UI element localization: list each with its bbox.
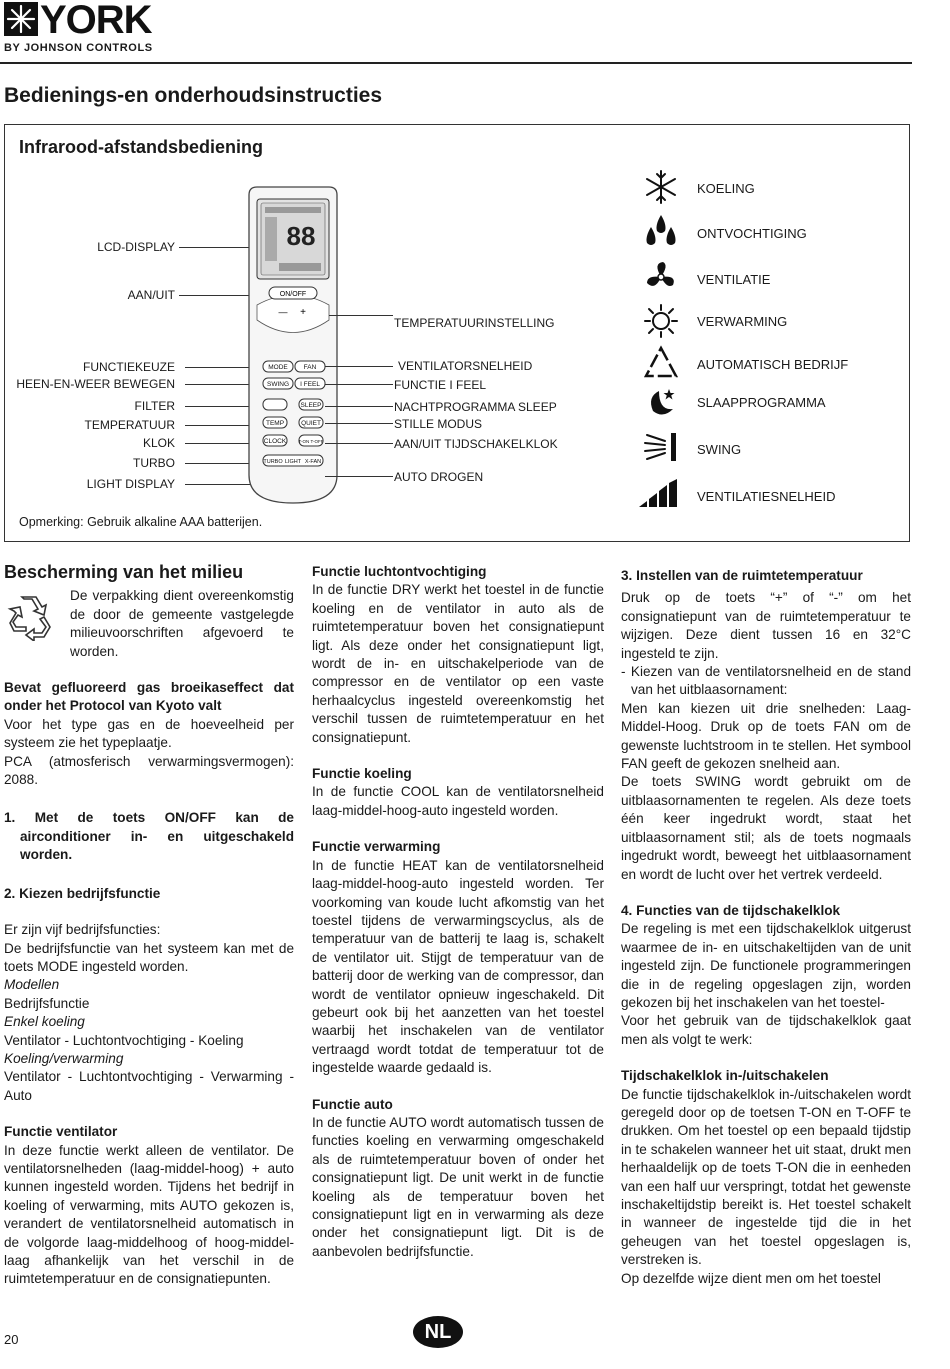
label-tijdschakelklok: AAN/UIT TIJDSCHAKELKLOK bbox=[394, 437, 558, 451]
mode-label-automatisch: AUTOMATISCH BEDRIJF bbox=[697, 357, 849, 372]
remote-control-panel bbox=[4, 124, 910, 542]
swing-icon bbox=[643, 429, 679, 465]
tijdschakelklok-text: De functie tijdschakelklok in-/uitschakelen wordt geregeld door op de toetsen T-ON en T-OFF te drukken. Om het toestel op een bepaald tijdstip in te schakelen wanneer het uit staat, drukt men herhaaldelijk op de toets T-ON die in eenheden van een half uur verspringt, totdat het gewenste inschakeltijdstip bereikt is. Het toestel schakelt in wanneer de ingestelde tijd die in het geheugen van het toestel opgeslagen is, verstreken is. bbox=[621, 1086, 911, 1268]
btn-turbo: TURBO bbox=[263, 459, 283, 465]
page-number: 20 bbox=[4, 1332, 19, 1347]
recycle-text: De verpakking dient overeenkomstig de door de gemeente vastgelegde milieuvoorschriften afgevoerd te worden. bbox=[70, 588, 294, 659]
header-divider bbox=[0, 62, 912, 64]
koeling-verwarming-label: Koeling/verwarming bbox=[4, 1050, 124, 1066]
auto-icon bbox=[643, 345, 679, 381]
label-lcd-display: LCD-DISPLAY bbox=[97, 240, 175, 254]
step-3-heading: 3. Instellen van de ruimtetemperatuur bbox=[621, 568, 863, 583]
brand-tagline: BY JOHNSON CONTROLS bbox=[4, 42, 153, 54]
mode-label-swing: SWING bbox=[697, 442, 742, 457]
mode-label-ventilatie: VENTILATIE bbox=[697, 272, 771, 287]
sun-icon bbox=[643, 303, 679, 339]
mode-label-ventilatiesnelheid: VENTILATIESNELHEID bbox=[697, 489, 836, 504]
btn-plus: + bbox=[300, 307, 306, 318]
york-snowflake-logo-icon bbox=[4, 2, 38, 36]
label-functie-ifeel: FUNCTIE I FEEL bbox=[394, 378, 487, 392]
moon-star-icon bbox=[643, 385, 679, 421]
functie-verwarming-heading: Functie verwarming bbox=[312, 839, 441, 855]
leader-line bbox=[325, 366, 393, 367]
step-3-p2: - Kiezen van de ventilatorsnelheid en de stand van het uitblaasornament: bbox=[621, 664, 911, 698]
fan-icon bbox=[643, 259, 679, 295]
btn-clock: CLOCK bbox=[263, 438, 287, 445]
btn-minus: — bbox=[278, 307, 288, 317]
btn-timer: T-ON T-OFF bbox=[298, 439, 324, 444]
functie-auto-heading: Functie auto bbox=[312, 1096, 393, 1112]
label-filter: FILTER bbox=[134, 399, 175, 413]
mode-label-koeling: KOELING bbox=[697, 181, 755, 196]
functie-ventilator-text: In deze functie werkt alleen de ventilator. De ventilatorsnelheden (laag-middel-hoog) + auto kunnen ingesteld worden. Tijdens het bedrijf in koeling of verwarming, mits AUTO gekozen is, verandert de ventilatorsnelheid automatisch in de volgorde laag-middelhoog of hoog-middel-laag afhankelijk van het verschil in de ruimtetemperatuur en de consignatiepunten. bbox=[4, 1142, 294, 1287]
functie-koeling-heading: Functie koeling bbox=[312, 766, 412, 782]
mode-label-ontvochtiging: ONTVOCHTIGING bbox=[697, 226, 807, 241]
brand-logo bbox=[4, 2, 164, 54]
remote-section-title: Infrarood-afstandsbediening bbox=[19, 137, 264, 157]
bedrijfsfunctie-label: Bedrijfsfunctie bbox=[4, 995, 90, 1011]
remote-control-drawing bbox=[243, 185, 343, 505]
functie-luchtontvochtiging-text: In de functie DRY werkt het toestel in de functie koeling en de ventilator in auto als de ruimtetemperatuur boven het consignatiepunt ligt. Als deze onder het consignatiepunt ligt, wordt de in- en uitschakelperiode van de compressor en de ventilator op een vaste herhaalcyclus ingesteld overeenkomstig het verschil tussen de ruimtetemperatuur en het consignatiepunt. bbox=[312, 582, 604, 745]
btn-xfan: X-FAN bbox=[304, 459, 322, 465]
gas-heading: Bevat gefluoreerd gas broeikaseffect dat onder het Protocol van Kyoto valt bbox=[4, 680, 294, 714]
pca-text: PCA (atmosferisch verwarmingsvermogen): 2088. bbox=[4, 753, 294, 788]
step-4-heading: 4. Functies van de tijdschakelklok bbox=[621, 902, 841, 918]
functie-koeling-text: In de functie COOL kan de ventilatorsnelheid laag-middel-hoog-auto ingesteld worden. bbox=[312, 784, 604, 818]
btn-mode: MODE bbox=[268, 364, 288, 371]
enkel-koeling-label: Enkel koeling bbox=[4, 1014, 85, 1030]
functie-auto-text: In de functie AUTO wordt automatisch tussen de functies koeling en verwarming omgeschakeld als de ruimtetemperatuur boven of onder het consignatiepunt ligt. De unit werkt in de functie koeling als de temperatuur boven het consignatiepunt ligt en in verwarming als deze onder het consignatiepunt ligt. Dit is de aanbevolen bedrijfsfunctie. bbox=[312, 1114, 604, 1259]
enkel-koeling-value: Ventilator - Luchtontvochtiging - Koeling bbox=[4, 1032, 244, 1048]
mode-label-verwarming: VERWARMING bbox=[697, 314, 788, 329]
label-nachtprogramma: NACHTPROGRAMMA SLEEP bbox=[394, 400, 557, 414]
leader-line bbox=[325, 423, 393, 424]
tijdschakelklok-last: Op dezelfde wijze dient men om het toestel bbox=[621, 1270, 881, 1286]
leader-line bbox=[325, 476, 393, 477]
leader-line bbox=[325, 384, 393, 385]
label-light-display: LIGHT DISPLAY bbox=[86, 477, 175, 491]
functie-verwarming-text: In de functie HEAT kan de ventilatorsnelheid laag-middel-hoog-auto ingesteld worden. Ter voorkoming van koude lucht afkomstig van het toestel tijdens de verwarmingscyclus, als de temperatuur van de batterij te laag is, schakelt de ventilator uit. Stijgt de temperatuur van de batterij door de werking van de compressor, dan wordt de ventilator opnieuw ingeschakeld. Dit gebeurt ook bij het aanzetten van het toestel waarbij het inschakelen van de ventilator vertraagd wordt totdat de temperatuur tot de ingestelde waarde gedaald is. bbox=[312, 857, 604, 1076]
btn-temp: TEMP bbox=[265, 420, 285, 427]
label-stille-modus: STILLE MODUS bbox=[394, 417, 483, 431]
label-ventilatorsnelheid: VENTILATORSNELHEID bbox=[398, 359, 533, 373]
column-2 bbox=[312, 563, 604, 1261]
column-1 bbox=[4, 563, 294, 1289]
page-title: Bedienings-en onderhoudsinstructies bbox=[4, 84, 383, 107]
functie-ventilator-heading: Functie ventilator bbox=[4, 1124, 118, 1140]
functie-luchtontvochtiging-heading: Functie luchtontvochtiging bbox=[312, 564, 487, 579]
step-4-p2: Voor het gebruik van de tijdschakelklok gaat men als volgt te werk: bbox=[621, 1013, 911, 1047]
label-klok: KLOK bbox=[142, 436, 175, 450]
mode-label-slaapprogramma: SLAAPPROGRAMMA bbox=[697, 395, 826, 410]
label-temperatuur: TEMPERATUUR bbox=[84, 418, 175, 432]
leader-line bbox=[329, 315, 393, 316]
section-heading-milieu: Bescherming van het milieu bbox=[4, 562, 244, 582]
btn-swing: SWING bbox=[266, 381, 290, 388]
label-aan-uit: AAN/UIT bbox=[127, 288, 175, 302]
step-3-p4: De toets SWING wordt gebruikt om de uitblaasornamenten te regelen. Als deze toets één keer ingedrukt wordt, staat het uitblaasornament stil; als de toets nogmaals ingedrukt wordt, beweegt het uitblaasornament en wordt de lucht over het vertrek verdeeld. bbox=[621, 774, 911, 882]
recycle-icon bbox=[4, 593, 52, 641]
step-4-p1: De regeling is met een tijdschakelklok uitgerust waarmee de in- en uitschakeltijden van de unit ingesteld zijn. De functionele programmeringen die in de regeling opgeslagen zijn, worden gekozen bij het inschakelen van het toestel- bbox=[621, 921, 911, 1010]
snowflake-icon bbox=[643, 169, 679, 205]
fan-speed-bars-icon bbox=[637, 477, 683, 513]
step-3-p1: Druk op de toets “+” of “-” om het consignatiepunt van de ruimtetemperatuur te wijzigen. Deze dient tussen 16 en 32°C ingesteld te zijn. bbox=[621, 590, 911, 661]
modellen-label: Modellen bbox=[4, 977, 60, 993]
label-turbo: TURBO bbox=[133, 456, 175, 470]
koeling-verwarming-value: Ventilator - Luchtontvochtiging - Verwarming - Auto bbox=[4, 1069, 294, 1103]
step-1-onoff: 1. Met de toets ON/OFF kan de airconditioner in- en uitgeschakeld worden. bbox=[4, 810, 294, 863]
lcd-digits: 88 bbox=[286, 221, 316, 251]
btn-fan: FAN bbox=[303, 364, 317, 371]
btn-ifeel: I FEEL bbox=[300, 381, 320, 388]
btn-onoff: ON/OFF bbox=[279, 291, 307, 298]
btn-quiet: QUIET bbox=[301, 420, 321, 427]
brand-name: YORK bbox=[40, 0, 152, 42]
btn-light: LIGHT bbox=[284, 459, 302, 465]
step-2-heading: 2. Kiezen bedrijfsfunctie bbox=[4, 885, 161, 901]
step-2-p2: De bedrijfsfunctie van het systeem kan met de toets MODE ingesteld worden. bbox=[4, 940, 294, 974]
label-functiekeuze: FUNCTIEKEUZE bbox=[82, 360, 175, 374]
tijdschakelklok-heading: Tijdschakelklok in-/uitschakelen bbox=[621, 1068, 829, 1084]
step-2-p1: Er zijn vijf bedrijfsfuncties: bbox=[4, 922, 161, 938]
label-temperatuurinstelling: TEMPERATUURINSTELLING bbox=[394, 316, 555, 330]
step-3-p3: Men kan kiezen uit drie snelheden: Laag-Middel-Hoog. Druk op de toets FAN om de gewenste luchtstroom in te stellen. Het symbool FAN geeft de gekozen snelheid aan. bbox=[621, 700, 911, 772]
droplets-icon bbox=[643, 213, 679, 249]
leader-line bbox=[325, 406, 393, 407]
label-heen-en-weer: HEEN-EN-WEER BEWEGEN bbox=[16, 377, 175, 391]
leader-line bbox=[325, 443, 393, 444]
btn-sleep: SLEEP bbox=[300, 402, 322, 409]
column-3 bbox=[621, 563, 911, 1288]
language-badge: NL bbox=[413, 1316, 463, 1348]
gas-text: Voor het type gas en de hoeveelheid per systeem zie het typeplaatje. bbox=[4, 716, 294, 751]
battery-note: Opmerking: Gebruik alkaline AAA batterijen. bbox=[19, 515, 263, 529]
label-auto-drogen: AUTO DROGEN bbox=[394, 470, 484, 484]
